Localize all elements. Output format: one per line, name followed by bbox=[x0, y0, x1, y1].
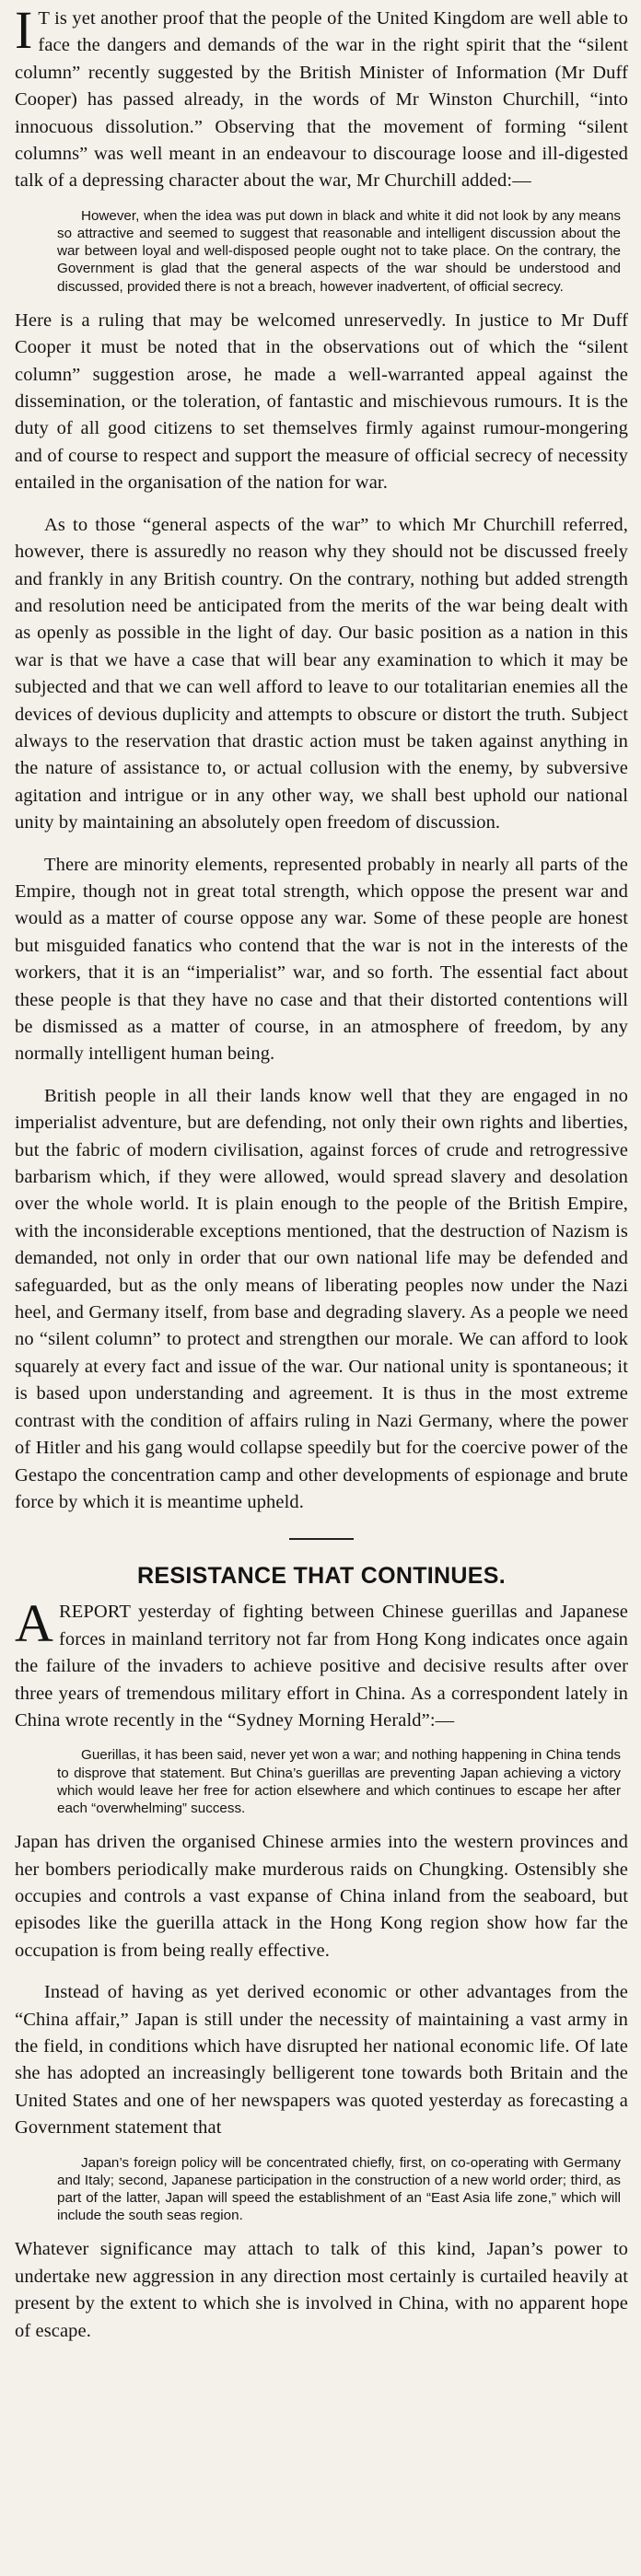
paragraph-whatever-significance: Whatever significance may attach to talk of this kind, Japan’s power to undertake new aggression in any direction most certainly is curtailed heavily at present by the extent to which she is involved in China, with no apparent hope of escape. bbox=[15, 2239, 628, 2341]
drop-cap: A bbox=[15, 1593, 53, 1654]
churchill-quote: However, when the idea was put down in black and white it did not look by any means so attractive and seemed to suggest that reasonable and intelligent discussion about the war between loyal and well-disposed people ought not to take place. On the contrary, the Government is glad that the general aspects of the war should be understood and discussed, provided there is not a breach, however inadvertent, of official secrecy. bbox=[57, 207, 621, 295]
drop-cap: I bbox=[15, 0, 33, 60]
editorial-silent-column bbox=[15, 0, 628, 1516]
opening-paragraph bbox=[15, 0, 628, 195]
paragraph-general-aspects: As to those “general aspects of the war” to which Mr Churchill referred, however, there is assuredly no reason why they should not be discussed freely and frankly in any British country. On the contrary, nothing but added strength and resolution need be anticipated from the merits of the war being dealt with as openly as possible in the light of day. Our basic position as a nation in this war is that we have a case that will bear any examination to which it may be subjected and that we can well afford to leave to our totalitarian enemies all the devices of devious duplicity and attempts to obscure or distort the truth. Subject always to the reservation that drastic action must be taken against anything in the nature of assistance to, or actual collusion with the enemy, by subversive agitation and intrigue or in any other way, we shall best uphold our national unity by maintaining an absolutely open freedom of discussion. bbox=[15, 514, 628, 833]
opening-paragraph-report-text: REPORT yesterday of fighting between Chinese guerillas and Japanese forces in mainland territory not far from Hong Kong indicates once again the failure of the invaders to achieve positive and decisive results after over three years of tremendous military effort in China. As a correspondent lately in China wrote recently in the “Sydney Morning Herald”:— bbox=[15, 1602, 628, 1731]
paragraph-ruling: Here is a ruling that may be welcomed unreservedly. In justice to Mr Duff Cooper it must be noted that in the observations out of which the “silent column” suggestion arose, he made a well-warranted appeal against the dissemination, or the toleration, of fantastic and mischievous rumours. It is the duty of all good citizens to set themselves firmly against rumour-mongering and of course to respect and support the measure of official secrecy of necessity entailed in the organisation of the nation for war. bbox=[15, 309, 628, 494]
article-heading: RESISTANCE THAT CONTINUES. bbox=[137, 1563, 506, 1590]
paragraph-british-people: British people in all their lands know well that they are engaged in no imperialist adventure, but are defending, not only their own rights and liberties, but the fabric of modern civilisation, against forces of crude and retrogressive barbarism which, if they were allowed, would spread slavery and desolation over the whole world. It is plain enough to the people of the British Empire, with the inconsiderable exceptions mentioned, that the destruction of Nazism is demanded, not only in order that our own national life may be defended and safeguarded, but as the only means of liberating peoples now under the Nazi heel, and Germany itself, from base and degrading slavery. As a people we need no “silent column” to protect and strengthen our morale. We can afford to look squarely at every fact and issue of the war. Our national unity is spontaneous; it is based upon understanding and agreement. It is thus in the most extreme contrast with the condition of affairs ruling in Nazi Germany, where the power of Hitler and his gang would collapse speedily but for the coercive power of the Gestapo the concentration camp and other developments of espionage and brute force by which it is meantime upheld. bbox=[15, 1085, 628, 1512]
paragraph-china-affair: Instead of having as yet derived economic or other advantages from the “China affair,” Japan is still under the necessity of maintaining a vast army in the field, in conditions which have disrupted her national economic life. Of late she has adopted an increasingly belligerent tone towards both Britain and the United States and one of her newspapers was quoted yesterday as forecasting a Government statement that bbox=[15, 1982, 628, 2139]
paragraph-minority-elements: There are minority elements, represented probably in nearly all parts of the Empire, though not in great total strength, which oppose the present war and would as a matter of course oppose any war. Some of these people are honest but misguided fanatics who contend that the war is not in the interests of the workers, that it is an “imperialist” war, and so forth. The essential fact about these people is that they have no case and that their distorted contentions will be dismissed as a matter of course, in an atmosphere of freedom, by any normally intelligent human being. bbox=[15, 854, 628, 1065]
opening-paragraph-text: T is yet another proof that the people of the United Kingdom are well able to face the dangers and demands of the war in the right spirit that the “silent column” recently suggested by the British Minister of Information (Mr Duff Cooper) has passed already, in the words of Mr Winston Churchill, “into innocuous dissolution.” Observing that the movement of forming “silent columns” was well meant in an endeavour to discourage loose and ill-digested talk of a depressing character about the war, Mr Churchill added:— bbox=[15, 8, 628, 192]
opening-paragraph-report bbox=[15, 1593, 628, 1734]
japan-policy-quote: Japan’s foreign policy will be concentrated chiefly, first, on co-operating with Germany and Italy; second, Japanese participation in the construction of a new world order; third, as part of the latter, Japan will speed the establishment of an “East Asia life zone,” which will include the south seas region. bbox=[57, 2154, 621, 2224]
guerilla-quote: Guerillas, it has been said, never yet won a war; and nothing happening in China tends to disprove that statement. But China’s guerillas are preventing Japan achieving a victory which would leave her free for action elsewhere and which continues to escape her after each “overwhelming” success. bbox=[57, 1747, 621, 1816]
editorial-resistance bbox=[15, 1562, 628, 2345]
paragraph-japan-driven: Japan has driven the organised Chinese armies into the western provinces and her bombers periodically make murderous raids on Chungking. Ostensibly she occupies and controls a vast expanse of China inland from the seaboard, but episodes like the guerilla attack in the Hong Kong region show how far the occupation is from being really effective. bbox=[15, 1832, 628, 1961]
